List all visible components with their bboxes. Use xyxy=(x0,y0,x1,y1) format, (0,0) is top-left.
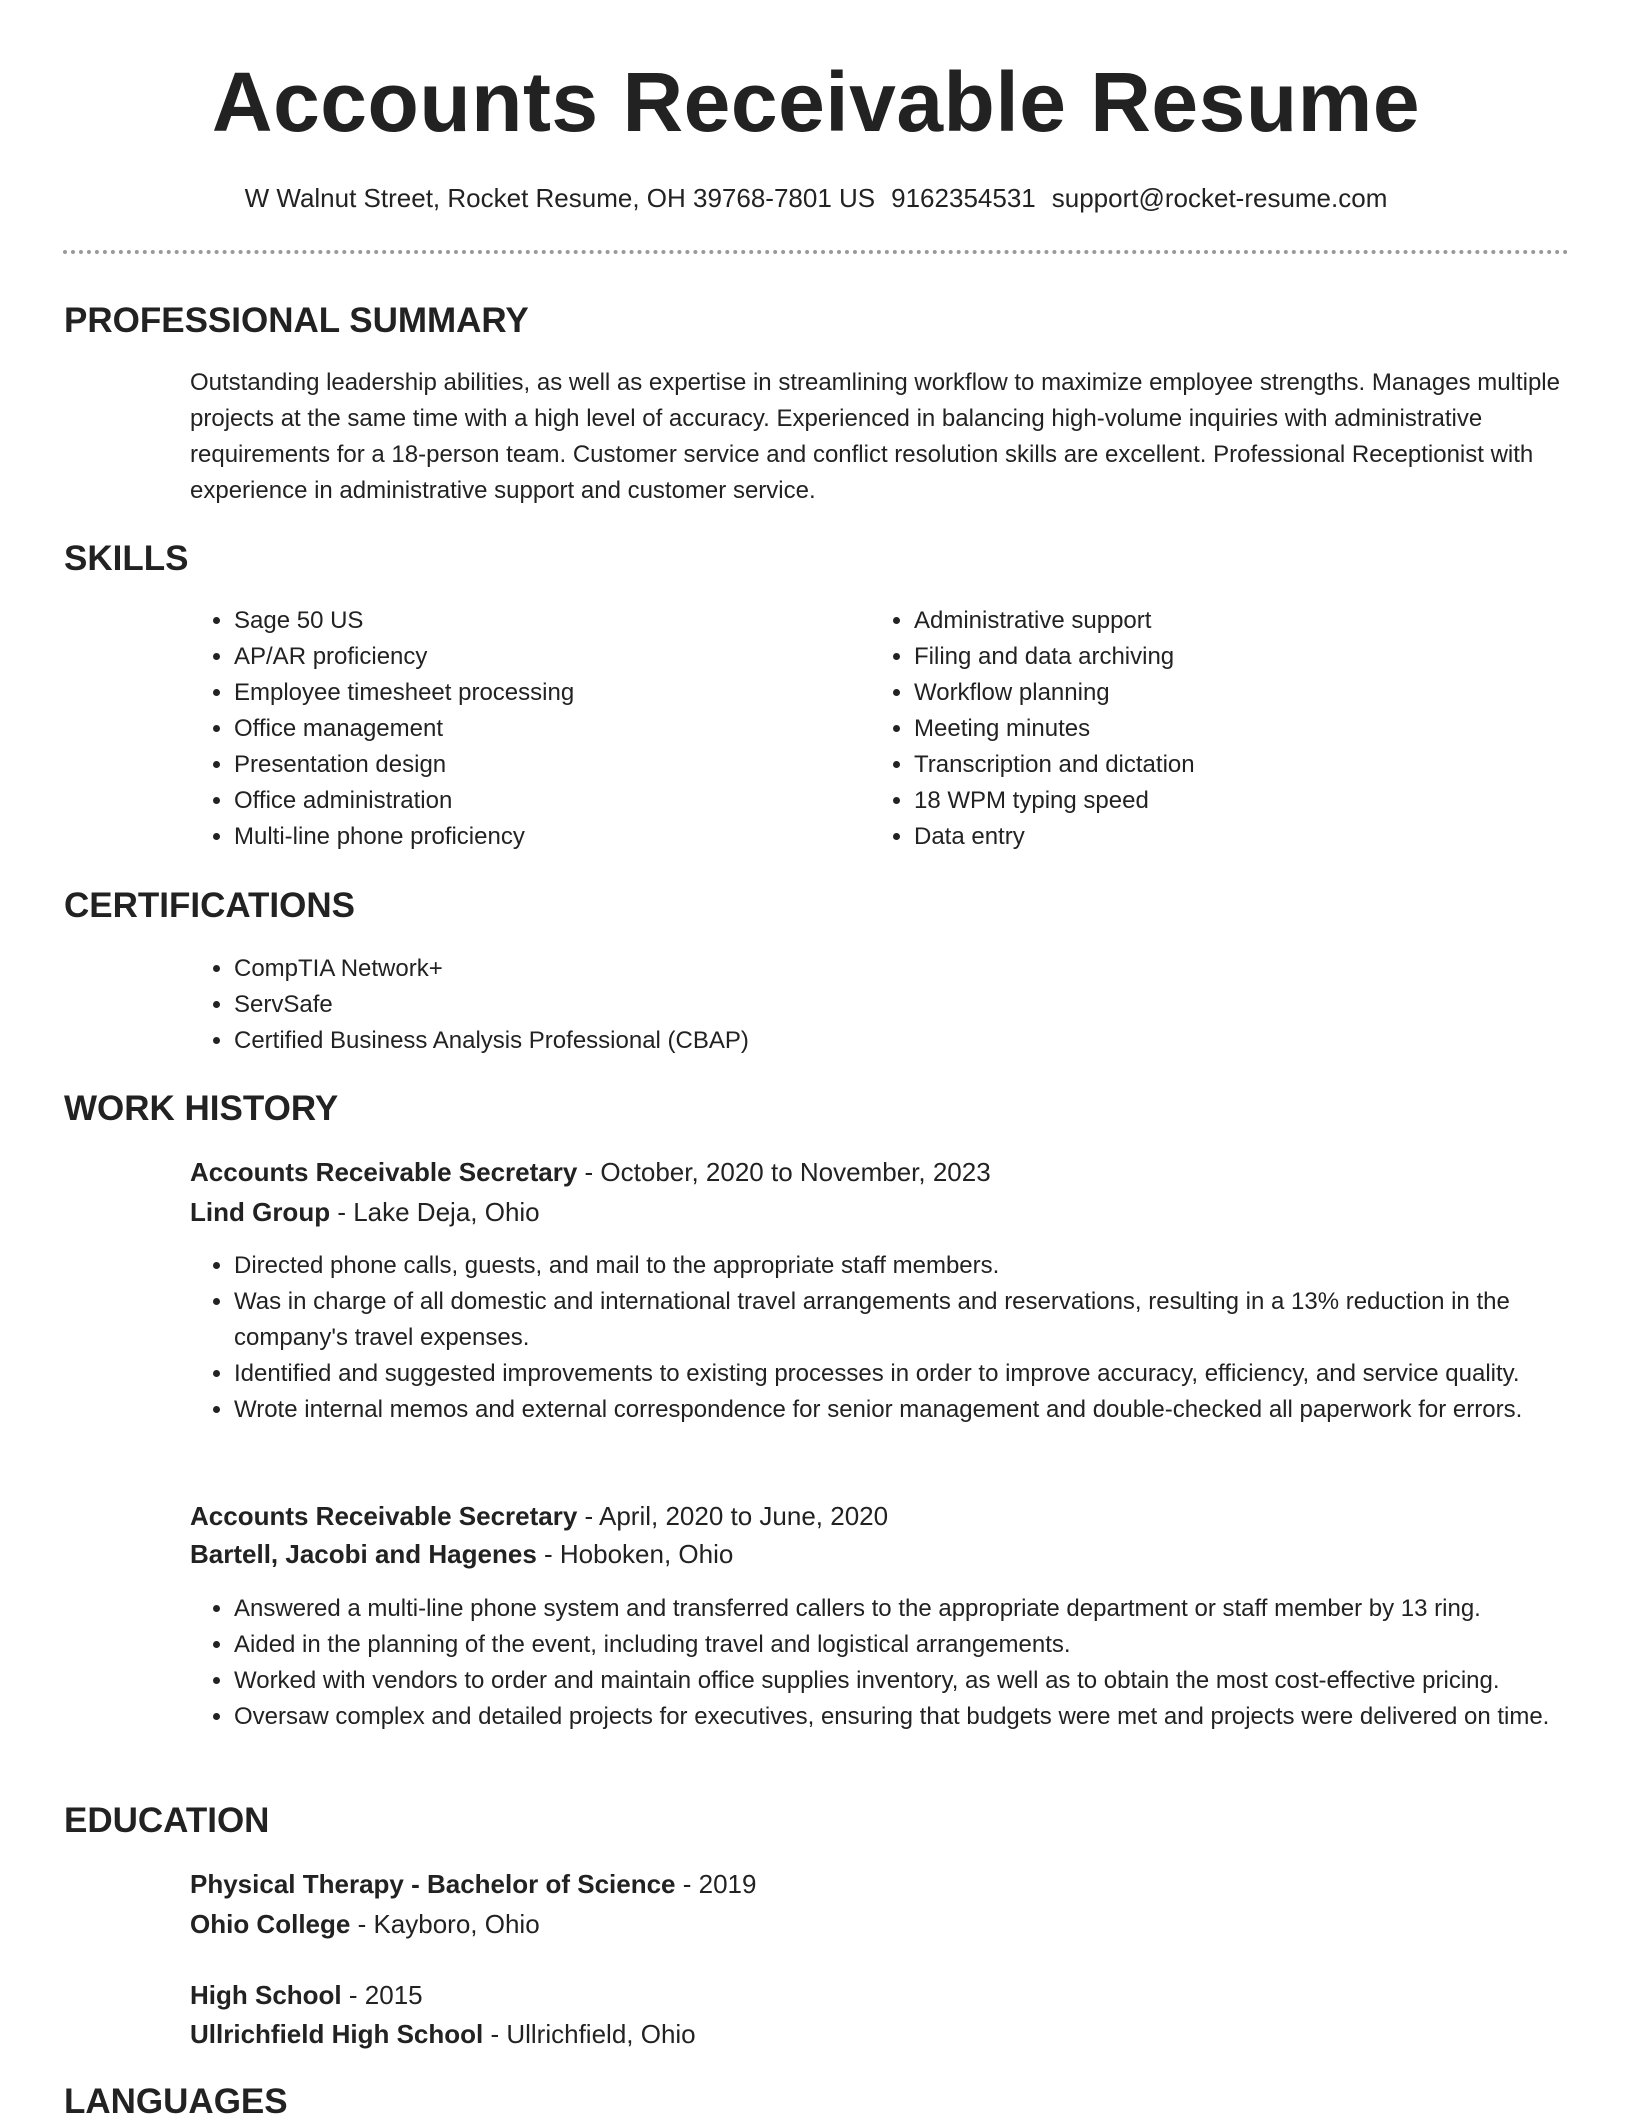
skill-item: • Office administration xyxy=(234,783,834,819)
contact-phone: 9162354531 xyxy=(891,183,1036,213)
job-dates: - October, 2020 to November, 2023 xyxy=(577,1157,991,1187)
certification-item: • ServSafe xyxy=(234,987,1614,1023)
header-divider xyxy=(63,250,1569,254)
education-degree: Physical Therapy - Bachelor of Science xyxy=(190,1869,676,1899)
job-bullet: • Directed phone calls, guests, and mail to the appropriate staff members. xyxy=(234,1248,1614,1284)
skills-heading: SKILLS xyxy=(64,539,189,578)
job-bullet: • Aided in the planning of the event, including travel and logistical arrangements. xyxy=(234,1627,1614,1663)
job-title-line xyxy=(190,1153,991,1191)
job-dates: - April, 2020 to June, 2020 xyxy=(577,1501,889,1531)
education-school-line xyxy=(190,1905,540,1943)
skill-item: • AP/AR proficiency xyxy=(234,639,834,675)
skill-item: • Filing and data archiving xyxy=(914,639,1514,675)
skill-item: • Administrative support xyxy=(914,603,1514,639)
contact-info xyxy=(0,180,1632,216)
job-bullets xyxy=(190,1248,1614,1428)
contact-email[interactable]: support@rocket-resume.com xyxy=(1051,183,1388,213)
job-bullet: • Identified and suggested improvements to existing processes in order to improve accuracy, efficiency, and service quality. xyxy=(234,1356,1614,1392)
summary-text: Outstanding leadership abilities, as well as expertise in streamlining workflow to maximize employee strengths. Manages multiple projects at the same time with a high level of accuracy. Experienced in balancing high-volume inquiries with administrative requirements for a 18-person team. Customer service and conflict resolution skills are excellent. Professional Receptionist with experience in administrative support and customer service. xyxy=(190,369,1560,504)
skills-list-left xyxy=(190,603,834,855)
skill-item: • Workflow planning xyxy=(914,675,1514,711)
education-year: - 2015 xyxy=(341,1980,423,2010)
skill-item: • Meeting minutes xyxy=(914,711,1514,747)
contact-address: W Walnut Street, Rocket Resume, OH 39768-7801 US xyxy=(244,183,876,213)
resume-title: Accounts Receivable Resume xyxy=(211,55,1421,149)
skill-item: • Presentation design xyxy=(234,747,834,783)
education-school: Ohio College xyxy=(190,1909,351,1939)
skill-item: • Data entry xyxy=(914,819,1514,855)
job-bullet: • Was in charge of all domestic and international travel arrangements and reservations, resulting in a 13% reduction in the company's travel expenses. xyxy=(234,1284,1614,1356)
skill-item: • 18 WPM typing speed xyxy=(914,783,1514,819)
job-company: Bartell, Jacobi and Hagenes xyxy=(190,1539,537,1569)
skill-item: • Employee timesheet processing xyxy=(234,675,834,711)
summary-heading: PROFESSIONAL SUMMARY xyxy=(64,301,529,340)
education-heading: EDUCATION xyxy=(64,1801,270,1840)
job-bullets xyxy=(190,1591,1614,1735)
skill-item: • Sage 50 US xyxy=(234,603,834,639)
languages-heading: LANGUAGES xyxy=(64,2082,288,2121)
certification-item: • CompTIA Network+ xyxy=(234,951,1614,987)
certifications-list xyxy=(190,951,1614,1059)
education-location: - Ullrichfield, Ohio xyxy=(483,2019,696,2049)
education-year: - 2019 xyxy=(675,1869,757,1899)
education-school-line xyxy=(190,2015,696,2053)
certifications-heading: CERTIFICATIONS xyxy=(64,886,356,925)
education-location: - Kayboro, Ohio xyxy=(350,1909,540,1939)
job-bullet: • Worked with vendors to order and maintain office supplies inventory, as well as to obtain the most cost-effective pricing. xyxy=(234,1663,1614,1699)
skill-item: • Transcription and dictation xyxy=(914,747,1514,783)
skill-item: • Office management xyxy=(234,711,834,747)
education-degree-line xyxy=(190,1865,756,1903)
job-bullet: • Answered a multi-line phone system and transferred callers to the appropriate department or staff member by 13 ring. xyxy=(234,1591,1614,1627)
certification-item: • Certified Business Analysis Professional (CBAP) xyxy=(234,1023,1614,1059)
job-company-line xyxy=(190,1535,733,1573)
job-location: - Lake Deja, Ohio xyxy=(330,1197,540,1227)
job-title-line xyxy=(190,1497,888,1535)
education-degree: High School xyxy=(190,1980,342,2010)
job-company: Lind Group xyxy=(190,1197,331,1227)
job-bullet: • Wrote internal memos and external correspondence for senior management and double-checked all paperwork for errors. xyxy=(234,1392,1614,1428)
education-degree-line xyxy=(190,1976,423,2014)
job-title: Accounts Receivable Secretary xyxy=(190,1157,578,1187)
education-school: Ullrichfield High School xyxy=(190,2019,484,2049)
job-bullet: • Oversaw complex and detailed projects for executives, ensuring that budgets were met and projects were delivered on time. xyxy=(234,1699,1614,1735)
job-title: Accounts Receivable Secretary xyxy=(190,1501,578,1531)
job-company-line xyxy=(190,1193,540,1231)
job-location: - Hoboken, Ohio xyxy=(536,1539,734,1569)
skill-item: • Multi-line phone proficiency xyxy=(234,819,834,855)
work-history-heading: WORK HISTORY xyxy=(64,1089,339,1128)
skills-list-right xyxy=(870,603,1514,855)
